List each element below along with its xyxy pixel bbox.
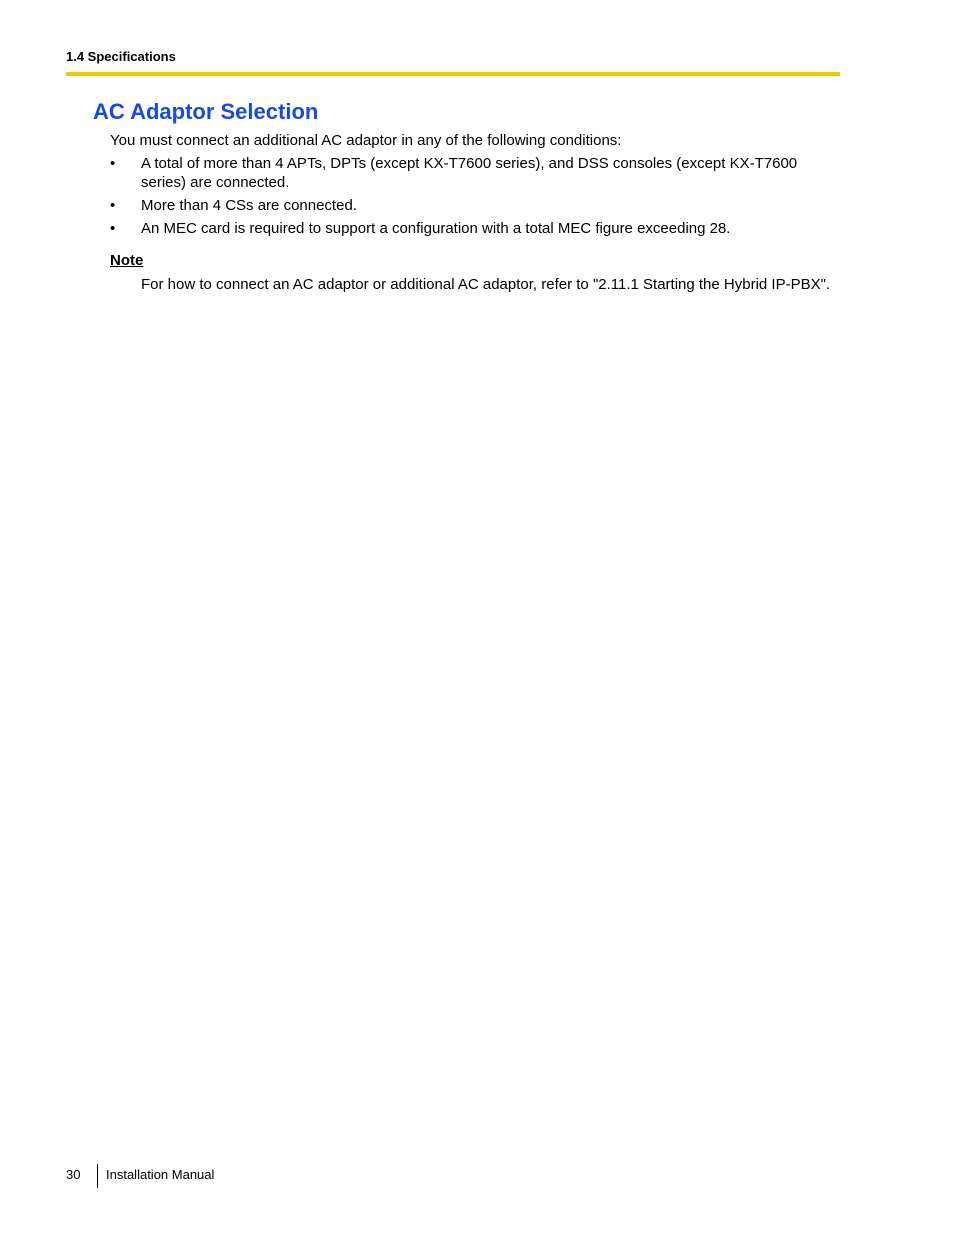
list-item-text: More than 4 CSs are connected. xyxy=(141,197,357,214)
page-number: 30 xyxy=(66,1167,81,1182)
list-item xyxy=(110,219,840,238)
list-item-text: An MEC card is required to support a configuration with a total MEC figure exceeding 28. xyxy=(141,220,731,237)
footer-manual-title: Installation Manual xyxy=(106,1167,215,1182)
bullet-icon: • xyxy=(110,220,116,237)
list-item-text: A total of more than 4 APTs, DPTs (except KX-T7600 series), and DSS consoles (except KX-T7600 series) are connected. xyxy=(141,155,798,191)
bullet-icon: • xyxy=(110,197,116,214)
running-header: 1.4 Specifications xyxy=(66,49,176,64)
header-rule xyxy=(66,72,840,76)
bullet-icon: • xyxy=(110,155,116,172)
note-text: For how to connect an AC adaptor or additional AC adaptor, refer to "2.11.1 Starting the Hybrid IP-PBX". xyxy=(141,276,831,293)
section-title: AC Adaptor Selection xyxy=(93,99,319,124)
footer-divider xyxy=(97,1164,98,1188)
list-item xyxy=(110,196,840,215)
note-heading: Note xyxy=(110,252,144,269)
condition-list xyxy=(110,154,840,242)
list-item xyxy=(110,154,840,192)
intro-paragraph: You must connect an additional AC adaptor in any of the following conditions: xyxy=(110,132,622,149)
